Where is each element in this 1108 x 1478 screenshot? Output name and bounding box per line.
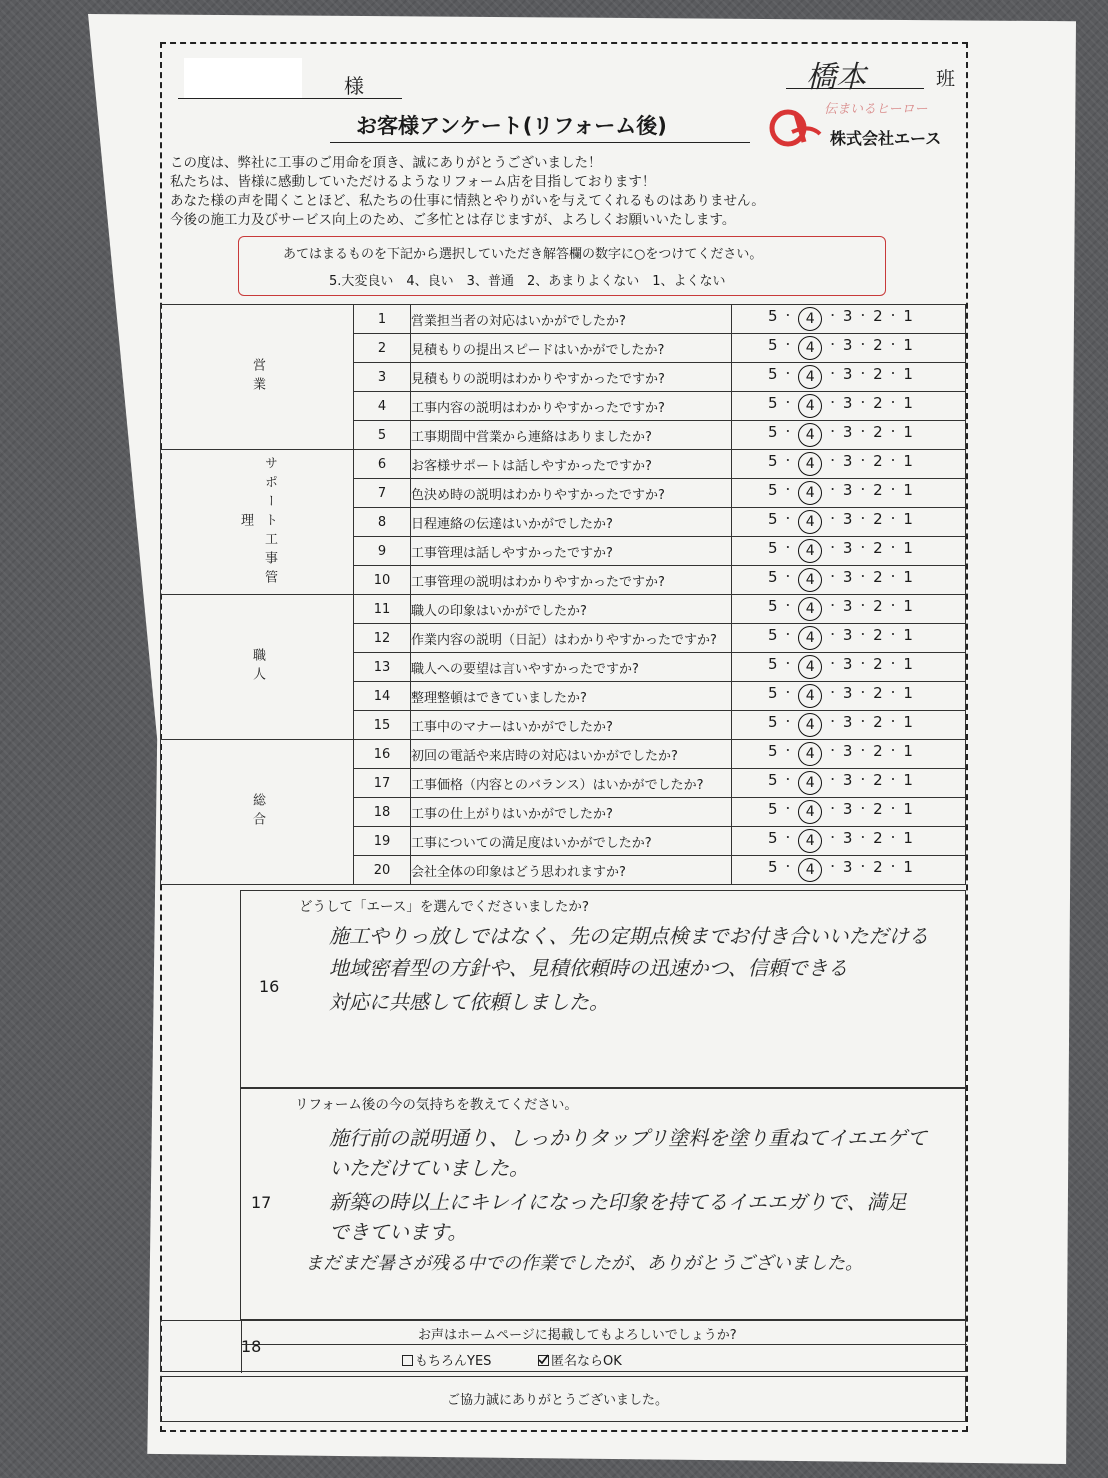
rating-option[interactable]: 2 [873,771,883,789]
question-number: 2 [354,334,411,363]
team-name: 橋本 [806,60,866,95]
separator-dot: ・ [782,628,794,641]
section-label: 営業 [161,305,354,450]
rating-option[interactable]: 3 [842,481,853,499]
question-number: 10 [354,566,411,595]
rating-option[interactable]: 2 [873,423,883,441]
rating-option-selected[interactable]: 4 [798,568,822,592]
separator-dot: ・ [782,831,794,844]
question-text: 日程連絡の伝達はいかがでしたか? [411,508,732,537]
separator-dot: ・ [827,367,839,380]
rating-option-selected[interactable]: 4 [798,539,822,563]
rating-option[interactable]: 3 [842,539,853,557]
question-text: お客様サポートは話しやすかったですか? [411,450,732,479]
separator-dot: ・ [857,570,869,583]
rating-choices [732,508,966,537]
rating-option-selected[interactable]: 4 [798,452,822,476]
rating-option[interactable]: 1 [903,655,913,673]
separator-dot: ・ [827,802,839,815]
rating-option-selected[interactable]: 4 [798,365,822,389]
separator-dot: ・ [857,831,869,844]
handwritten-answer-line: まだまだ暑さが残る中での作業でしたが、ありがとうございました。 [305,1253,863,1274]
question-text: 初回の電話や来店時の対応はいかがでしたか? [411,740,732,769]
rating-option[interactable]: 1 [903,800,913,818]
rating-option-selected[interactable]: 4 [798,510,822,534]
rating-option[interactable]: 2 [873,626,883,644]
rating-option[interactable]: 3 [842,742,853,760]
question-text: 工事内容の説明はわかりやすかったですか? [411,392,732,421]
rating-option[interactable]: 2 [873,597,883,615]
rating-option-selected[interactable]: 4 [798,829,822,853]
rating-option[interactable]: 2 [873,829,883,847]
separator-dot: ・ [887,657,899,670]
instruction-text: あてはまるものを下記から選択していただき解答欄の数字に○をつけてください。 [283,247,763,262]
rating-option[interactable]: 5 [768,800,778,818]
free-question-number: 16 [259,977,280,996]
rating-option[interactable]: 2 [873,481,883,499]
separator-dot: ・ [827,773,839,786]
question-number: 13 [354,653,411,682]
separator-dot: ・ [887,628,899,641]
rating-option[interactable]: 1 [903,713,913,731]
rating-option-selected[interactable]: 4 [798,771,822,795]
question-number: 17 [354,769,411,798]
rating-option[interactable]: 2 [873,858,883,876]
rating-option[interactable]: 5 [768,597,778,615]
rating-option[interactable]: 2 [873,655,883,673]
rating-choices [732,827,966,856]
question-text: 会社全体の印象はどう思われますか? [411,856,732,885]
free-answer-16 [240,890,966,1088]
rating-option[interactable]: 2 [873,365,883,383]
footer-thanks: ご協力誠にありがとうございました。 [447,1393,669,1408]
question-text: 工事中のマナーはいかがでしたか? [411,711,732,740]
intro-line: この度は、弊社に工事のご用命を頂き、誠にありがとうございました！ [170,155,602,171]
question-text: 作業内容の説明（日記）はわかりやすかったですか? [411,624,732,653]
separator-dot: ・ [857,454,869,467]
handwritten-answer-line: 施行前の説明通り、しっかりタップリ塗料を塗り重ねてイエエゲて [329,1126,927,1150]
separator-dot: ・ [887,541,899,554]
rating-option[interactable]: 3 [842,423,853,441]
rating-option[interactable]: 1 [903,539,913,557]
question-text: 見積もりの提出スピードはいかがでしたか? [411,334,732,363]
separator-dot: ・ [887,860,899,873]
handwritten-answer-line: できています。 [329,1220,468,1244]
rating-choices [732,305,966,334]
rating-option-selected[interactable]: 4 [798,800,822,824]
rating-option[interactable]: 5 [768,307,778,325]
rating-option-selected[interactable]: 4 [798,684,822,708]
rating-option-selected[interactable]: 4 [798,626,822,650]
question-text: 工事管理の説明はわかりやすかったですか? [411,566,732,595]
rating-option[interactable]: 3 [842,800,853,818]
option-anonymous-label: 匿名ならOK [551,1354,622,1369]
rating-option[interactable]: 3 [842,626,853,644]
rating-choices [732,537,966,566]
rating-option[interactable]: 1 [903,597,913,615]
question-number: 14 [354,682,411,711]
question-18-header [241,1321,967,1345]
separator-dot: ・ [782,802,794,815]
intro-text [170,154,765,230]
rating-option-selected[interactable]: 4 [798,336,822,360]
rating-choices [732,421,966,450]
rating-option[interactable]: 1 [903,307,913,325]
han-label: 班 [936,68,956,90]
question-text: 職人への要望は言いやすかったですか? [411,653,732,682]
free-answer-17 [240,1088,966,1320]
rating-option[interactable]: 3 [842,336,853,354]
question-number: 15 [354,711,411,740]
handwritten-answer-line: いただけていました。 [329,1156,529,1180]
rating-option[interactable]: 1 [903,510,913,528]
rating-choices [732,856,966,885]
separator-dot: ・ [857,512,869,525]
separator-dot: ・ [887,483,899,496]
rating-option[interactable]: 3 [842,771,853,789]
separator-dot: ・ [857,483,869,496]
separator-dot: ・ [782,657,794,670]
rating-choices [732,711,966,740]
question-18-text: お声はホームページに掲載してもよろしいでしょうか? [418,1328,737,1343]
rating-option[interactable]: 2 [873,394,883,412]
question-text: 見積もりの説明はわかりやすかったですか? [411,363,732,392]
question-number: 12 [354,624,411,653]
rating-option[interactable]: 2 [873,742,883,760]
rating-option[interactable]: 5 [768,626,778,644]
question-number: 7 [354,479,411,508]
rating-option[interactable]: 5 [768,829,778,847]
rating-option[interactable]: 3 [842,829,853,847]
separator-dot: ・ [827,425,839,438]
question-text: 職人の印象はいかがでしたか? [411,595,732,624]
separator-dot: ・ [857,396,869,409]
separator-dot: ・ [827,628,839,641]
rating-option[interactable]: 5 [768,742,778,760]
rating-option[interactable]: 3 [842,655,853,673]
rating-option[interactable]: 2 [873,336,883,354]
rating-choices [732,450,966,479]
intro-line: 私たちは、皆様に感動していただけるようなリフォーム店を目指しております！ [170,174,656,190]
separator-dot: ・ [827,715,839,728]
question-number: 11 [354,595,411,624]
team-name-line [786,88,924,89]
separator-dot: ・ [887,686,899,699]
handwritten-answer-line: 施工やりっ放しではなく、先の定期点検までお付き合いいただける [329,924,929,948]
question-number: 1 [354,305,411,334]
intro-line: あなた様の声を聞くことほど、私たちの仕事に情熱とやりがいを与えてくれるものはありません。 [170,193,765,209]
survey-title: お客様アンケート(リフォーム後) [356,114,667,138]
handwritten-answer-line: 地域密着型の方針や、見積依頼時の迅速かつ、信頼できる [329,956,848,980]
separator-dot: ・ [827,686,839,699]
rating-option[interactable]: 1 [903,858,913,876]
checked-checkbox-icon [538,1355,549,1366]
footer-row [160,1376,966,1422]
separator-dot: ・ [887,773,899,786]
company-slogan: 伝まいるヒーロー [824,102,928,117]
separator-dot: ・ [782,541,794,554]
question-number: 9 [354,537,411,566]
company-name: 株式会社エース [830,129,942,148]
separator-dot: ・ [887,599,899,612]
separator-dot: ・ [827,831,839,844]
section-label: サポート工事管理 [161,450,354,595]
separator-dot: ・ [887,338,899,351]
separator-dot: ・ [857,744,869,757]
rating-option-selected[interactable]: 4 [798,655,822,679]
question-number: 20 [354,856,411,885]
rating-option[interactable]: 5 [768,858,778,876]
separator-dot: ・ [782,425,794,438]
separator-dot: ・ [857,367,869,380]
separator-dot: ・ [782,686,794,699]
rating-option[interactable]: 1 [903,684,913,702]
question-text: 工事の仕上がりはいかがでしたか? [411,798,732,827]
question-number: 5 [354,421,411,450]
rating-option-selected[interactable]: 4 [798,423,822,447]
separator-dot: ・ [887,367,899,380]
separator-dot: ・ [887,744,899,757]
separator-dot: ・ [857,860,869,873]
separator-dot: ・ [857,657,869,670]
free-question-number: 17 [251,1193,272,1212]
handwritten-answer-line: 新築の時以上にキレイになった印象を持てるイエエガりで、満足 [329,1190,907,1214]
rating-choices [732,392,966,421]
question-text: 整理整頓はできていましたか? [411,682,732,711]
separator-dot: ・ [887,396,899,409]
question-number: 3 [354,363,411,392]
question-18-options [241,1345,967,1373]
rating-option[interactable]: 5 [768,452,778,470]
rating-table [160,304,966,885]
rating-option[interactable]: 5 [768,568,778,586]
rating-option[interactable]: 3 [842,858,853,876]
option-yes-label: もちろんYES [415,1354,492,1369]
rating-option[interactable]: 5 [768,423,778,441]
rating-choices [732,566,966,595]
separator-dot: ・ [887,715,899,728]
rating-choices [732,363,966,392]
separator-dot: ・ [827,860,839,873]
separator-dot: ・ [827,541,839,554]
free-question-text: リフォーム後の今の気持ちを教えてください。 [295,1097,578,1113]
separator-dot: ・ [857,628,869,641]
rating-choices [732,334,966,363]
intro-line: 今後の施工力及びサービス向上のため、ご多忙とは存じますが、よろしくお願いいたします。 [170,212,736,228]
rating-option[interactable]: 1 [903,626,913,644]
separator-dot: ・ [827,599,839,612]
separator-dot: ・ [827,338,839,351]
question-text: 営業担当者の対応はいかがでしたか? [411,305,732,334]
question-number: 6 [354,450,411,479]
table-row [161,450,966,479]
rating-option[interactable]: 3 [842,394,853,412]
question-number: 16 [354,740,411,769]
rating-option[interactable]: 2 [873,684,883,702]
rating-option[interactable]: 5 [768,713,778,731]
rating-option[interactable]: 3 [842,510,853,528]
separator-dot: ・ [887,425,899,438]
separator-dot: ・ [782,396,794,409]
rating-option[interactable]: 5 [768,481,778,499]
rating-option[interactable]: 1 [903,742,913,760]
rating-option-selected[interactable]: 4 [798,394,822,418]
rating-option[interactable]: 1 [903,365,913,383]
separator-dot: ・ [782,744,794,757]
instruction-banner [238,236,886,296]
rating-choices [732,740,966,769]
checkbox-icon [402,1355,413,1366]
rating-option[interactable]: 2 [873,452,883,470]
question-number: 4 [354,392,411,421]
question-number: 18 [354,798,411,827]
rating-scale-legend: 5.大変良い 4、良い 3、普通 2、あまりよくない 1、よくない [329,274,726,289]
table-row [161,305,966,334]
separator-dot: ・ [782,309,794,322]
rating-option[interactable]: 2 [873,568,883,586]
separator-dot: ・ [857,425,869,438]
separator-dot: ・ [857,599,869,612]
rating-option-selected[interactable]: 4 [798,307,822,331]
separator-dot: ・ [857,715,869,728]
question-text: 工事管理は話しやすかったですか? [411,537,732,566]
separator-dot: ・ [857,338,869,351]
separator-dot: ・ [887,802,899,815]
option-yes-checkbox[interactable] [402,1350,491,1369]
rating-option[interactable]: 1 [903,829,913,847]
question-18-row [160,1320,966,1372]
rating-option[interactable]: 1 [903,452,913,470]
separator-dot: ・ [857,802,869,815]
rating-option[interactable]: 5 [768,771,778,789]
rating-option[interactable]: 5 [768,336,778,354]
rating-option-selected[interactable]: 4 [798,742,822,766]
separator-dot: ・ [827,744,839,757]
rating-option[interactable]: 5 [768,394,778,412]
rating-option[interactable]: 2 [873,510,883,528]
rating-choices [732,479,966,508]
rating-option[interactable]: 1 [903,771,913,789]
separator-dot: ・ [782,570,794,583]
separator-dot: ・ [887,309,899,322]
rating-choices [732,769,966,798]
rating-option[interactable]: 3 [842,365,853,383]
rating-option-selected[interactable]: 4 [798,858,822,882]
redacted-customer-name [184,58,302,98]
question-number: 8 [354,508,411,537]
separator-dot: ・ [887,831,899,844]
separator-dot: ・ [827,396,839,409]
separator-dot: ・ [782,454,794,467]
rating-option-selected[interactable]: 4 [798,481,822,505]
section-label: 職人 [161,595,354,740]
rating-option[interactable]: 5 [768,539,778,557]
separator-dot: ・ [857,773,869,786]
rating-option[interactable]: 1 [903,481,913,499]
company-logo-icon [766,104,822,148]
separator-dot: ・ [827,570,839,583]
separator-dot: ・ [782,338,794,351]
sama-label: 様 [344,74,364,98]
separator-dot: ・ [827,454,839,467]
rating-option[interactable]: 3 [842,684,853,702]
rating-option[interactable]: 5 [768,684,778,702]
section-label: 総合 [161,740,354,885]
rating-option[interactable]: 2 [873,800,883,818]
rating-option[interactable]: 5 [768,365,778,383]
rating-option[interactable]: 2 [873,307,883,325]
question-text: 工事価格（内容とのバランス）はいかがでしたか? [411,769,732,798]
question-text: 工事についての満足度はいかがでしたか? [411,827,732,856]
rating-choices [732,595,966,624]
separator-dot: ・ [857,686,869,699]
separator-dot: ・ [827,512,839,525]
separator-dot: ・ [782,483,794,496]
rating-option[interactable]: 2 [873,539,883,557]
separator-dot: ・ [887,570,899,583]
separator-dot: ・ [857,309,869,322]
rating-option[interactable]: 3 [842,713,853,731]
question-text: 色決め時の説明はわかりやすかったですか? [411,479,732,508]
separator-dot: ・ [782,860,794,873]
separator-dot: ・ [827,657,839,670]
separator-dot: ・ [827,483,839,496]
separator-dot: ・ [782,773,794,786]
option-anonymous-checkbox[interactable] [538,1350,622,1369]
rating-option[interactable]: 3 [842,452,853,470]
separator-dot: ・ [827,309,839,322]
question-number: 19 [354,827,411,856]
table-row [161,740,966,769]
rating-option[interactable]: 3 [842,597,853,615]
rating-option[interactable]: 2 [873,713,883,731]
rating-choices [732,682,966,711]
table-row [161,595,966,624]
question-18-number: 18 [241,1337,262,1356]
rating-option[interactable]: 1 [903,568,913,586]
separator-dot: ・ [887,512,899,525]
rating-option-selected[interactable]: 4 [798,597,822,621]
separator-dot: ・ [857,541,869,554]
rating-option[interactable]: 1 [903,423,913,441]
separator-dot: ・ [782,715,794,728]
rating-option-selected[interactable]: 4 [798,713,822,737]
rating-option[interactable]: 3 [842,307,853,325]
separator-dot: ・ [782,367,794,380]
separator-dot: ・ [782,599,794,612]
separator-dot: ・ [887,454,899,467]
rating-option[interactable]: 5 [768,510,778,528]
question-text: 工事期間中営業から連絡はありましたか? [411,421,732,450]
handwritten-answer-line: 対応に共感して依頼しました。 [329,990,609,1014]
rating-option[interactable]: 3 [842,568,853,586]
separator-dot: ・ [782,512,794,525]
rating-option[interactable]: 1 [903,336,913,354]
customer-name-line [178,98,402,99]
rating-choices [732,798,966,827]
rating-option[interactable]: 1 [903,394,913,412]
free-question-text: どうして「エース」を選んでくださいましたか? [299,899,589,915]
rating-option[interactable]: 5 [768,655,778,673]
rating-choices [732,624,966,653]
rating-choices [732,653,966,682]
title-underline [330,142,750,143]
